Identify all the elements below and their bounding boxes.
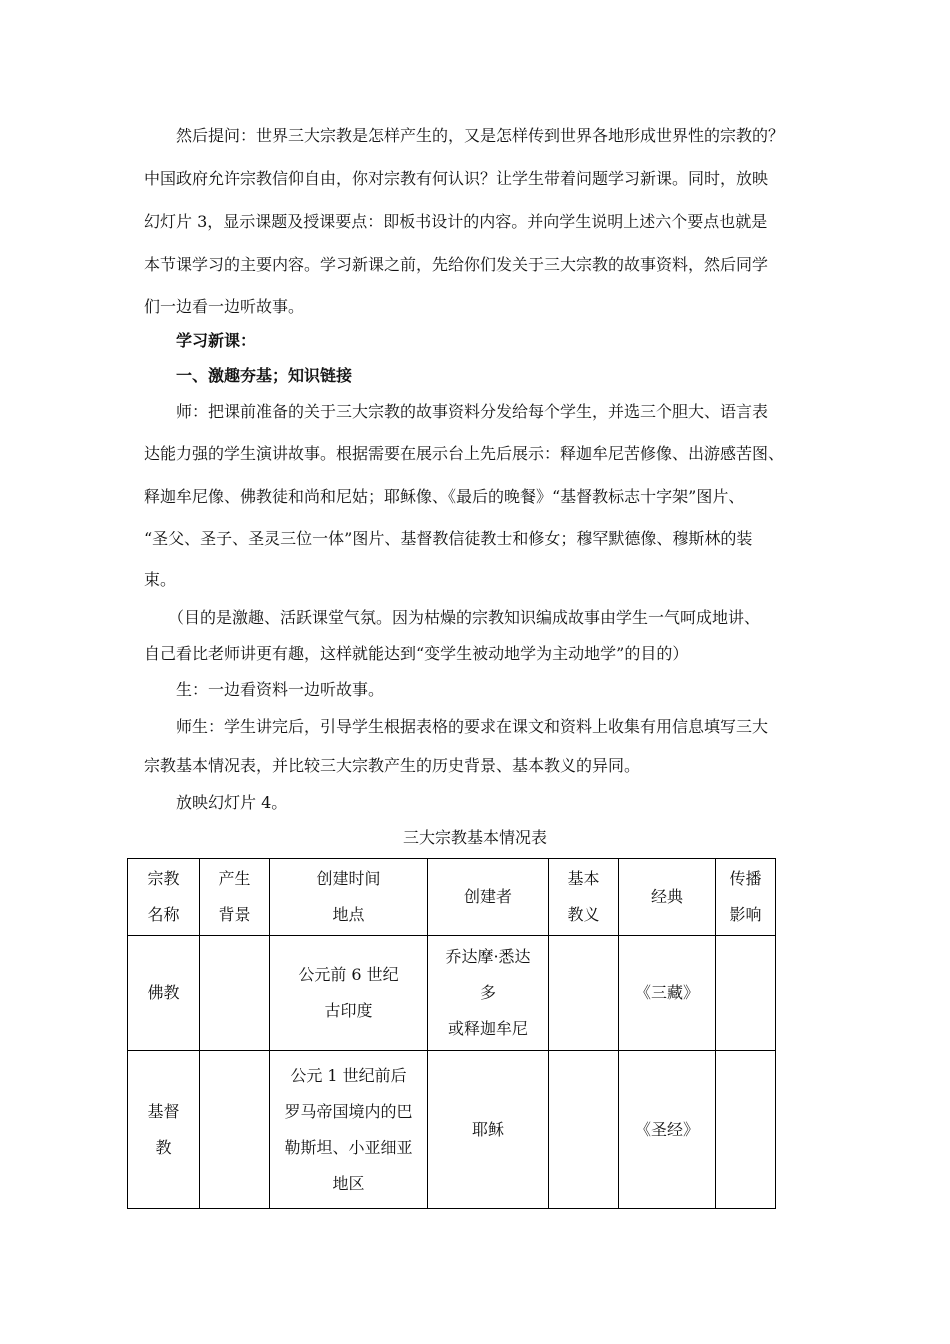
paragraph-line: 们一边看一边听故事。 <box>144 297 305 316</box>
header-cell: 传播 影响 <box>716 859 776 936</box>
paragraph-line: 然后提问：世界三大宗教是怎样产生的，又是怎样传到世界各地形成世界性的宗教的？ <box>176 126 785 145</box>
teacher-student-line: 师生：学生讲完后，引导学生根据表格的要求在课文和资料上收集有用信息填写三大 <box>176 717 769 736</box>
paragraph-line: 中国政府允许宗教信仰自由，你对宗教有何认识？让学生带着问题学习新课。同时，放映 <box>144 169 769 188</box>
table-cell: 《三藏》 <box>619 936 716 1051</box>
header-cell: 基本 教义 <box>549 859 619 936</box>
subsection-heading: 一、激趣夯基；知识链接 <box>176 366 353 385</box>
table-cell <box>716 936 776 1051</box>
header-cell: 创建者 <box>428 859 549 936</box>
table-cell: 佛教 <box>128 936 200 1051</box>
table-cell <box>200 1051 270 1209</box>
table-cell <box>200 936 270 1051</box>
purpose-line: 自己看比老师讲更有趣，这样就能达到“变学生被动地学为主动地学”的目的） <box>144 644 689 663</box>
header-cell: 宗教 名称 <box>128 859 200 936</box>
purpose-line: （目的是激趣、活跃课堂气氛。因为枯燥的宗教知识编成故事由学生一气呵成地讲、 <box>168 608 761 627</box>
teacher-line: 束。 <box>144 570 177 589</box>
header-cell: 产生 背景 <box>200 859 270 936</box>
teacher-line: 师：把课前准备的关于三大宗教的故事资料分发给每个学生，并选三个胆大、语言表 <box>176 402 769 421</box>
table-row <box>128 936 776 1051</box>
teacher-student-line: 宗教基本情况表，并比较三大宗教产生的历史背景、基本教义的异同。 <box>144 756 641 775</box>
teacher-line: “圣父、圣子、圣灵三位一体”图片、基督教信徒教士和修女；穆罕默德像、穆斯林的装 <box>144 529 753 548</box>
slide-line: 放映幻灯片 4。 <box>176 793 288 812</box>
table-caption: 三大宗教基本情况表 <box>402 828 547 847</box>
table-row <box>128 1051 776 1209</box>
table-cell: 《圣经》 <box>619 1051 716 1209</box>
header-cell: 创建时间 地点 <box>270 859 428 936</box>
table-cell: 公元 1 世纪前后 罗马帝国境内的巴 勒斯坦、小亚细亚 地区 <box>270 1051 428 1209</box>
table-cell <box>549 1051 619 1209</box>
table-cell <box>716 1051 776 1209</box>
header-cell: 经典 <box>619 859 716 936</box>
table-header-row <box>128 859 776 936</box>
table-cell: 乔达摩·悉达 多 或释迦牟尼 <box>428 936 549 1051</box>
student-line: 生：一边看资料一边听故事。 <box>176 680 385 699</box>
teacher-line: 释迦牟尼像、佛教徒和尚和尼姑；耶稣像、《最后的晚餐》“基督教标志十字架”图片、 <box>144 487 745 506</box>
table-cell: 公元前 6 世纪 古印度 <box>270 936 428 1051</box>
religion-table <box>127 858 776 1209</box>
table-cell: 耶稣 <box>428 1051 549 1209</box>
paragraph-line: 本节课学习的主要内容。学习新课之前，先给你们发关于三大宗教的故事资料，然后同学 <box>144 255 769 274</box>
table-cell <box>549 936 619 1051</box>
table-cell: 基督 教 <box>128 1051 200 1209</box>
section-heading: 学习新课： <box>176 331 257 350</box>
paragraph-line: 幻灯片 3，显示课题及授课要点：即板书设计的内容。并向学生说明上述六个要点也就是 <box>144 212 768 231</box>
teacher-line: 达能力强的学生演讲故事。根据需要在展示台上先后展示：释迦牟尼苦修像、出游感苦图、 <box>144 444 785 463</box>
